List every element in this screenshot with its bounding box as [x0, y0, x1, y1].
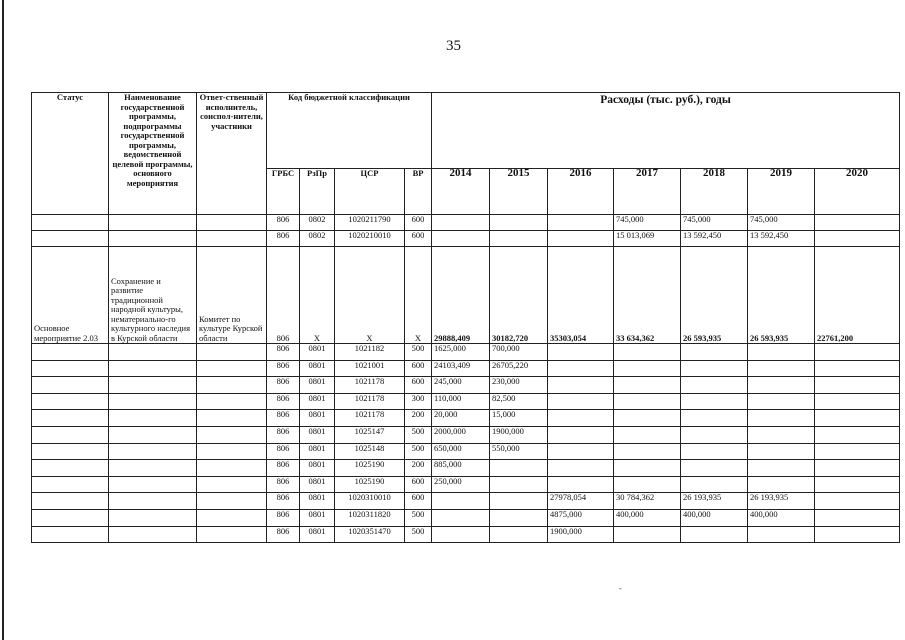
status-cell [32, 231, 109, 247]
value-cell [548, 393, 614, 410]
executor-cell [197, 426, 267, 443]
value-cell [815, 526, 900, 543]
executor-cell [197, 509, 267, 526]
value-cell [681, 360, 748, 377]
value-cell [815, 460, 900, 477]
name-cell [109, 393, 197, 410]
value-cell [748, 377, 815, 394]
value-cell: 15 013,069 [614, 231, 681, 247]
executor-cell [197, 377, 267, 394]
name-cell [109, 460, 197, 477]
status-cell: Основное мероприятие 2.03 [32, 247, 109, 344]
value-cell [748, 443, 815, 460]
header-year: 2015 [490, 169, 548, 215]
value-cell: 700,000 [490, 344, 548, 361]
value-cell [815, 493, 900, 510]
value-cell [614, 410, 681, 427]
value-cell: 885,000 [432, 460, 490, 477]
name-cell [109, 344, 197, 361]
value-cell [681, 344, 748, 361]
name-cell [109, 509, 197, 526]
status-cell [32, 426, 109, 443]
value-cell: 400,000 [748, 509, 815, 526]
table-row [32, 231, 900, 247]
value-cell [548, 426, 614, 443]
grbs-cell: 806 [267, 247, 300, 344]
table-row [32, 247, 900, 344]
value-cell [614, 344, 681, 361]
executor-cell [197, 393, 267, 410]
rzpr-cell: 0801 [300, 493, 335, 510]
name-cell [109, 377, 197, 394]
header-expenses: Расходы (тыс. руб.), годы [432, 93, 900, 169]
value-cell [681, 410, 748, 427]
rzpr-cell: 0801 [300, 460, 335, 477]
value-cell [815, 393, 900, 410]
table-row [32, 377, 900, 394]
csr-cell: 1025190 [335, 476, 405, 493]
header-year: 2018 [681, 169, 748, 215]
header-status: Статус [32, 93, 109, 215]
header-year: 2017 [614, 169, 681, 215]
rzpr-cell: 0801 [300, 344, 335, 361]
value-cell [548, 231, 614, 247]
value-cell [432, 493, 490, 510]
value-cell [681, 377, 748, 394]
value-cell [681, 443, 748, 460]
vr-cell: 600 [405, 377, 432, 394]
value-cell [681, 460, 748, 477]
value-cell [748, 460, 815, 477]
value-cell [548, 443, 614, 460]
value-cell: 745,000 [614, 215, 681, 231]
name-cell [109, 443, 197, 460]
value-cell [681, 526, 748, 543]
value-cell: 2000,000 [432, 426, 490, 443]
value-cell [815, 426, 900, 443]
vr-cell: 200 [405, 410, 432, 427]
rzpr-cell: 0801 [300, 476, 335, 493]
header-year: 2020 [815, 169, 900, 215]
vr-cell: 500 [405, 443, 432, 460]
value-cell: 26 593,935 [748, 247, 815, 344]
value-cell: 24103,409 [432, 360, 490, 377]
value-cell [490, 460, 548, 477]
executor-cell [197, 526, 267, 543]
value-cell [548, 377, 614, 394]
vr-cell: 600 [405, 215, 432, 231]
rzpr-cell: 0801 [300, 393, 335, 410]
status-cell [32, 509, 109, 526]
value-cell [490, 215, 548, 231]
value-cell [748, 526, 815, 543]
value-cell [815, 476, 900, 493]
value-cell [748, 476, 815, 493]
rzpr-cell: 0801 [300, 410, 335, 427]
header-csr: ЦСР [335, 169, 405, 215]
value-cell [748, 360, 815, 377]
executor-cell [197, 410, 267, 427]
name-cell: Сохранение и развитие традиционной народной культуры, нематериально-го культурного наследия в Курской области [109, 247, 197, 344]
value-cell: 550,000 [490, 443, 548, 460]
grbs-cell: 806 [267, 360, 300, 377]
csr-cell: 1021182 [335, 344, 405, 361]
status-cell [32, 493, 109, 510]
header-budget-code: Код бюджетной классификации [267, 93, 432, 169]
table-row [32, 393, 900, 410]
vr-cell: 200 [405, 460, 432, 477]
value-cell [548, 460, 614, 477]
value-cell [548, 410, 614, 427]
table-row [32, 460, 900, 477]
executor-cell [197, 493, 267, 510]
value-cell [490, 231, 548, 247]
value-cell [548, 360, 614, 377]
rzpr-cell: X [300, 247, 335, 344]
status-cell [32, 460, 109, 477]
value-cell [748, 344, 815, 361]
value-cell [614, 426, 681, 443]
status-cell [32, 344, 109, 361]
value-cell [815, 215, 900, 231]
value-cell: 30 784,362 [614, 493, 681, 510]
grbs-cell: 806 [267, 476, 300, 493]
grbs-cell: 806 [267, 215, 300, 231]
value-cell [614, 460, 681, 477]
grbs-cell: 806 [267, 410, 300, 427]
executor-cell [197, 476, 267, 493]
value-cell: 245,000 [432, 377, 490, 394]
grbs-cell: 806 [267, 460, 300, 477]
vr-cell: X [405, 247, 432, 344]
value-cell: 26 193,935 [748, 493, 815, 510]
value-cell [614, 377, 681, 394]
status-cell [32, 377, 109, 394]
value-cell: 29888,409 [432, 247, 490, 344]
value-cell [815, 377, 900, 394]
value-cell [432, 215, 490, 231]
value-cell: 20,000 [432, 410, 490, 427]
csr-cell: 1020210010 [335, 231, 405, 247]
value-cell: 22761,200 [815, 247, 900, 344]
header-year: 2019 [748, 169, 815, 215]
csr-cell: 1021001 [335, 360, 405, 377]
status-cell [32, 526, 109, 543]
csr-cell: 1021178 [335, 410, 405, 427]
value-cell [815, 360, 900, 377]
rzpr-cell: 0801 [300, 426, 335, 443]
grbs-cell: 806 [267, 344, 300, 361]
value-cell: 745,000 [748, 215, 815, 231]
executor-cell [197, 215, 267, 231]
value-cell: 1900,000 [490, 426, 548, 443]
header-rzpr: РзПр [300, 169, 335, 215]
grbs-cell: 806 [267, 443, 300, 460]
name-cell [109, 426, 197, 443]
value-cell: 27978,054 [548, 493, 614, 510]
grbs-cell: 806 [267, 393, 300, 410]
executor-cell [197, 231, 267, 247]
value-cell: 13 592,450 [681, 231, 748, 247]
header-vr: ВР [405, 169, 432, 215]
value-cell [815, 344, 900, 361]
executor-cell [197, 344, 267, 361]
header-grbs: ГРБС [267, 169, 300, 215]
value-cell: 82,500 [490, 393, 548, 410]
value-cell: 110,000 [432, 393, 490, 410]
vr-cell: 500 [405, 526, 432, 543]
stray-mark: - [619, 584, 622, 593]
name-cell [109, 360, 197, 377]
value-cell [681, 426, 748, 443]
executor-cell [197, 360, 267, 377]
csr-cell: 1025148 [335, 443, 405, 460]
header-year: 2016 [548, 169, 614, 215]
executor-cell: Комитет по культуре Курской области [197, 247, 267, 344]
value-cell: 1900,000 [548, 526, 614, 543]
rzpr-cell: 0801 [300, 377, 335, 394]
name-cell [109, 215, 197, 231]
csr-cell: 1025190 [335, 460, 405, 477]
value-cell: 35303,054 [548, 247, 614, 344]
page-number: 35 [446, 38, 461, 54]
value-cell [815, 231, 900, 247]
name-cell [109, 476, 197, 493]
status-cell [32, 443, 109, 460]
csr-cell: 1020311820 [335, 509, 405, 526]
value-cell [614, 476, 681, 493]
vr-cell: 500 [405, 509, 432, 526]
value-cell: 4875,000 [548, 509, 614, 526]
grbs-cell: 806 [267, 231, 300, 247]
csr-cell: 1021178 [335, 377, 405, 394]
status-cell [32, 476, 109, 493]
executor-cell [197, 443, 267, 460]
value-cell [614, 393, 681, 410]
grbs-cell: 806 [267, 426, 300, 443]
grbs-cell: 806 [267, 377, 300, 394]
vr-cell: 600 [405, 493, 432, 510]
value-cell [815, 443, 900, 460]
header-executor: Ответ-ственный исполнитель, соиспол-нители, участники [197, 93, 267, 215]
csr-cell: 1020211790 [335, 215, 405, 231]
name-cell [109, 493, 197, 510]
value-cell: 745,000 [681, 215, 748, 231]
table-row [32, 215, 900, 231]
value-cell [432, 526, 490, 543]
csr-cell: 1025147 [335, 426, 405, 443]
value-cell [681, 393, 748, 410]
header-year: 2014 [432, 169, 490, 215]
rzpr-cell: 0801 [300, 526, 335, 543]
vr-cell: 600 [405, 360, 432, 377]
table-row [32, 509, 900, 526]
page-margin-line [2, 0, 4, 640]
value-cell [681, 476, 748, 493]
value-cell: 15,000 [490, 410, 548, 427]
value-cell [548, 476, 614, 493]
value-cell: 230,000 [490, 377, 548, 394]
rzpr-cell: 0802 [300, 231, 335, 247]
executor-cell [197, 460, 267, 477]
value-cell [614, 360, 681, 377]
csr-cell: 1021178 [335, 393, 405, 410]
vr-cell: 300 [405, 393, 432, 410]
value-cell [432, 231, 490, 247]
name-cell [109, 231, 197, 247]
value-cell [815, 410, 900, 427]
table-row [32, 344, 900, 361]
status-cell [32, 215, 109, 231]
rzpr-cell: 0801 [300, 509, 335, 526]
value-cell: 26 193,935 [681, 493, 748, 510]
table-row [32, 493, 900, 510]
value-cell [748, 410, 815, 427]
value-cell [548, 215, 614, 231]
status-cell [32, 393, 109, 410]
vr-cell: 600 [405, 476, 432, 493]
table-row [32, 476, 900, 493]
value-cell: 1625,000 [432, 344, 490, 361]
name-cell [109, 410, 197, 427]
value-cell: 26 593,935 [681, 247, 748, 344]
status-cell [32, 360, 109, 377]
vr-cell: 500 [405, 344, 432, 361]
table-row [32, 443, 900, 460]
csr-cell: 1020351470 [335, 526, 405, 543]
value-cell: 26705,220 [490, 360, 548, 377]
value-cell [490, 526, 548, 543]
budget-table [31, 92, 900, 543]
value-cell [490, 509, 548, 526]
value-cell: 13 592,450 [748, 231, 815, 247]
value-cell: 400,000 [614, 509, 681, 526]
grbs-cell: 806 [267, 526, 300, 543]
value-cell [748, 426, 815, 443]
value-cell: 650,000 [432, 443, 490, 460]
vr-cell: 500 [405, 426, 432, 443]
rzpr-cell: 0801 [300, 360, 335, 377]
table-row [32, 526, 900, 543]
grbs-cell: 806 [267, 493, 300, 510]
table-row [32, 410, 900, 427]
rzpr-cell: 0802 [300, 215, 335, 231]
rzpr-cell: 0801 [300, 443, 335, 460]
value-cell [548, 344, 614, 361]
grbs-cell: 806 [267, 509, 300, 526]
value-cell [748, 393, 815, 410]
value-cell: 400,000 [681, 509, 748, 526]
header-name: Наименование государственной программы, подпрограммы государственной программы, ведомственной целевой программы, основного мероприятия [109, 93, 197, 215]
vr-cell: 600 [405, 231, 432, 247]
value-cell [490, 493, 548, 510]
csr-cell: X [335, 247, 405, 344]
value-cell: 30182,720 [490, 247, 548, 344]
value-cell [490, 476, 548, 493]
value-cell [432, 509, 490, 526]
csr-cell: 1020310010 [335, 493, 405, 510]
table-row [32, 426, 900, 443]
value-cell: 250,000 [432, 476, 490, 493]
value-cell: 33 634,362 [614, 247, 681, 344]
status-cell [32, 410, 109, 427]
value-cell [815, 509, 900, 526]
value-cell [614, 526, 681, 543]
name-cell [109, 526, 197, 543]
value-cell [614, 443, 681, 460]
table-row [32, 360, 900, 377]
